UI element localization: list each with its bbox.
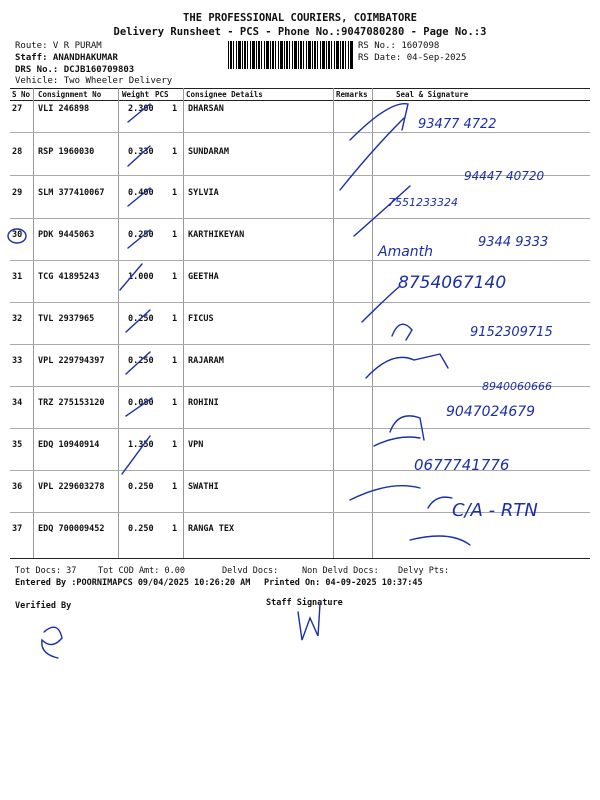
row-pcs: 1: [172, 524, 178, 534]
row-pcs: 1: [172, 104, 178, 114]
col-seal-signature: Seal & Signature: [396, 90, 469, 99]
handwritten-note: 8754067140: [398, 273, 507, 293]
row-consignment: EDQ 700009452: [38, 524, 105, 534]
row-sno: 28: [12, 147, 23, 157]
col-remarks: Remarks: [336, 90, 368, 99]
tick-mark: [126, 310, 150, 332]
row-consignee: GEETHA: [188, 272, 219, 282]
row-consignee: VPN: [188, 440, 204, 450]
row-consignment: VLI 246898: [38, 104, 90, 114]
signature-stroke: [428, 497, 452, 508]
tick-mark: [126, 398, 152, 416]
row-sno: 30: [12, 230, 23, 240]
col-pcs: PCS: [155, 90, 169, 99]
row-weight: 0.250: [128, 482, 154, 492]
row-consignee: KARTHIKEYAN: [188, 230, 245, 240]
circle-mark: [8, 229, 26, 243]
vehicle-label: Vehicle: Two Wheeler Delivery: [15, 76, 173, 86]
row-sno: 33: [12, 356, 23, 366]
route-label: Route: V R PURAM: [15, 41, 102, 51]
row-pcs: 1: [172, 272, 178, 282]
row-pcs: 1: [172, 314, 178, 324]
row-pcs: 1: [172, 398, 178, 408]
row-sno: 32: [12, 314, 23, 324]
row-consignment: EDQ 10940914: [38, 440, 100, 450]
row-pcs: 1: [172, 356, 178, 366]
row-sno: 34: [12, 398, 23, 408]
row-consignee: SYLVIA: [188, 188, 219, 198]
handwritten-note: 9344 9333: [478, 235, 549, 250]
row-consignment: PDK 9445063: [38, 230, 95, 240]
row-pcs: 1: [172, 188, 178, 198]
handwritten-note: 8940060666: [482, 380, 552, 393]
tick-mark: [128, 146, 150, 166]
row-consignment: VPL 229794397: [38, 356, 105, 366]
staff-signature-label: Staff Signature: [266, 598, 343, 608]
row-consignment: SLM 377410067: [38, 188, 105, 198]
row-consignee: FICUS: [188, 314, 214, 324]
handwritten-note: 9047024679: [446, 404, 536, 420]
row-sno: 37: [12, 524, 23, 534]
row-consignment: TRZ 275153120: [38, 398, 105, 408]
row-consignee: SWATHI: [188, 482, 219, 492]
delivered-docs: Delvd Docs:: [222, 566, 279, 576]
entered-by: Entered By :POORNIMAPCS 09/04/2025 10:26:20 AM: [15, 578, 251, 588]
row-pcs: 1: [172, 482, 178, 492]
rs-date: RS Date: 04-Sep-2025: [358, 53, 467, 63]
signature-stroke: [374, 437, 420, 446]
row-pcs: 1: [172, 440, 178, 450]
row-sno: 35: [12, 440, 23, 450]
signature-stroke: [410, 536, 470, 545]
row-weight: 0.400: [128, 188, 154, 198]
tick-mark: [128, 230, 150, 248]
handwritten-note: 93477 4722: [418, 117, 497, 132]
staff-signature-mark: [298, 604, 320, 640]
tick-mark: [126, 352, 150, 374]
tick-mark: [120, 264, 142, 290]
row-weight: 2.300: [128, 104, 154, 114]
row-consignee: RAJARAM: [188, 356, 224, 366]
row-consignment: TVL 2937965: [38, 314, 95, 324]
tick-mark: [122, 436, 150, 474]
col-consignment: Consignment No: [38, 90, 102, 99]
row-weight: 0.250: [128, 314, 154, 324]
signature-stroke: [350, 486, 420, 500]
non-delivered-docs: Non Delvd Docs:: [302, 566, 379, 576]
signature-stroke: [366, 354, 448, 378]
total-cod: Tot COD Amt: 0.00: [98, 566, 185, 576]
row-weight: 0.330: [128, 147, 154, 157]
col-consignee: Consignee Details: [186, 90, 263, 99]
row-weight: 0.250: [128, 230, 154, 240]
signature-stroke: [340, 118, 404, 190]
verified-by-label: Verified By: [15, 601, 72, 611]
total-docs: Tot Docs: 37: [15, 566, 77, 576]
delivery-points: Delvy Pts:: [398, 566, 450, 576]
signature-stroke: [392, 324, 412, 340]
rs-number: RS No.: 1607098: [358, 41, 440, 51]
company-name: THE PROFESSIONAL COURIERS, COIMBATORE: [183, 12, 417, 24]
row-weight: 1.000: [128, 272, 154, 282]
row-consignee: ROHINI: [188, 398, 219, 408]
signature-stroke: [354, 186, 410, 236]
row-consignment: RSP 1960030: [38, 147, 95, 157]
row-sno: 36: [12, 482, 23, 492]
row-pcs: 1: [172, 230, 178, 240]
row-consignment: TCG 41895243: [38, 272, 100, 282]
runsheet-subtitle: Delivery Runsheet - PCS - Phone No.:9047080280 - Page No.:3: [113, 26, 487, 38]
handwritten-note: 7551233324: [388, 196, 458, 209]
row-consignee: SUNDARAM: [188, 147, 229, 157]
tick-mark: [128, 188, 150, 206]
row-sno: 29: [12, 188, 23, 198]
drs-number: DRS No.: DCJB160709803: [15, 65, 135, 75]
handwritten-note: C/A - RTN: [452, 500, 538, 521]
verifier-signature: [42, 627, 62, 658]
row-consignment: VPL 229603278: [38, 482, 105, 492]
tick-mark: [128, 104, 150, 122]
handwritten-note: Amanth: [378, 244, 434, 260]
row-consignee: RANGA TEX: [188, 524, 235, 534]
handwritten-note: 94447 40720: [464, 169, 545, 183]
row-sno: 31: [12, 272, 23, 282]
handwritten-note: 9152309715: [470, 325, 553, 340]
row-consignee: DHARSAN: [188, 104, 224, 114]
row-weight: 0.080: [128, 398, 154, 408]
row-weight: 1.350: [128, 440, 154, 450]
col-sno: S No: [12, 90, 31, 99]
signature-stroke: [362, 286, 400, 322]
row-weight: 0.250: [128, 356, 154, 366]
printed-on: Printed On: 04-09-2025 10:37:45: [264, 578, 423, 588]
handwritten-note: 0677741776: [414, 456, 510, 474]
col-weight: Weight: [122, 90, 150, 99]
row-weight: 0.250: [128, 524, 154, 534]
row-sno: 27: [12, 104, 23, 114]
staff-label: Staff: ANANDHAKUMAR: [15, 53, 118, 63]
row-pcs: 1: [172, 147, 178, 157]
